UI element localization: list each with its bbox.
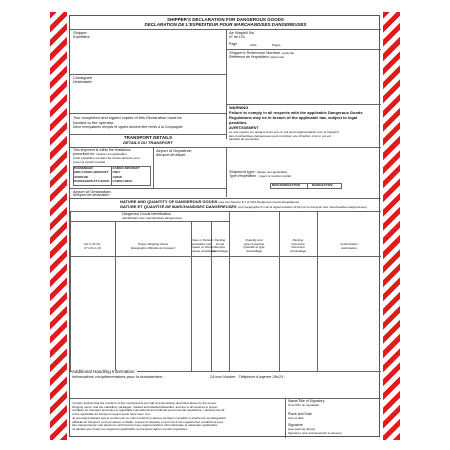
col-header-quantity-line-2: type of packing (243, 241, 265, 246)
signature-field[interactable] (325, 422, 378, 436)
shipper-ref-label-fr: Référence de l'expéditeur (229, 55, 269, 59)
handling-label: Additional Handling Information (72, 369, 135, 374)
col-header-quantity-line-4: d'emballage (245, 248, 263, 253)
col-header-packing-instruction-line-1: Packing (292, 238, 304, 242)
nature-title-fr-note: (voir paragraphe 8.1 de la réglementation IATA pour le transport des marchandises dangereuses) (237, 205, 367, 209)
warning-title-fr: AVERTISSEMENT (229, 126, 259, 130)
radioactive-option[interactable]: RADIOACTIVE (312, 183, 333, 187)
passenger-label-2: AND CARGO AIRCRAFT (74, 169, 109, 174)
divider (285, 398, 286, 438)
shipper-ref-fr-line (229, 56, 284, 60)
passenger-aircraft-option[interactable] (73, 166, 111, 186)
warning-title: WARNING (229, 105, 249, 110)
destination-label: Airport of Destination: (73, 189, 112, 194)
limits-fr-line-1: Cette expédition est dans les limites admises pour : (73, 156, 142, 160)
divider (307, 183, 308, 189)
col-header-class-line-3: Classe ou Division (191, 245, 216, 249)
dangerous-goods-entry-area[interactable] (71, 257, 380, 370)
departure-label-fr: Aéroport de départ : (156, 153, 188, 157)
limits-line-2: prescribed for: (73, 152, 96, 156)
ident-label: Dangerous Goods Identification (122, 212, 172, 216)
transport-title-fr: DÉTAILS DU TRANSPORT (123, 140, 173, 145)
signatory-name-label-fr: Nom/Titre du signataire (288, 403, 320, 407)
divider (226, 147, 227, 197)
consignee-label: Consignee (73, 75, 93, 80)
consignee-label-fr: Destinataire (73, 80, 92, 84)
place-date-label: Place and Date (288, 412, 312, 416)
col-header-shipping-name-line-2: Désignation officielle de transport (130, 245, 176, 250)
form-title-fr: DECLARATION DE L'EXPEDITEUR POUR MARCHANDISES DANGEREUSES (144, 22, 307, 27)
awb-number-field[interactable] (270, 31, 376, 40)
destination-label-fr: Aéroport de destination : (73, 193, 112, 197)
declaration-fr-line-2: officielle de transport, qu'il est classé, emballé, marqué et étiqueté, et qu'il est à tous égards bien conditionné pour (72, 419, 224, 424)
place-date-label-fr: Lieu et date (288, 416, 304, 420)
divider (153, 147, 154, 188)
departure-field[interactable] (156, 159, 224, 185)
nature-title: NATURE AND QUANTITY OF DANGEROUS GOODS (120, 199, 218, 204)
col-header-packing-instruction-line-4: d'emballage (289, 248, 307, 253)
divider (70, 113, 226, 114)
hazard-stripe-right (383, 12, 400, 440)
col-header-packing-instruction-line-2: Instruction (291, 241, 305, 246)
cargo-label-2: ONLY (112, 169, 121, 174)
col-header-authorization-line-2: Autorisation (341, 245, 357, 250)
non-radioactive-option[interactable]: NON-RADIOACTIVE (272, 183, 301, 187)
passenger-label-fr-2: PASSAGERS ET CARGO (74, 178, 110, 183)
shipper-label-fr: Expéditeur (73, 35, 90, 39)
warning-line-1: Failure to comply in all respects with the applicable Dangerous Goods (229, 110, 363, 115)
limits-line-1: This shipment is within the limitations (73, 148, 131, 152)
col-header-packing-group-line-1: Packing (214, 238, 226, 242)
warning-line-3: penalties. (229, 120, 248, 125)
passenger-label-fr: AVION DE (74, 175, 89, 179)
declaration-form-page (50, 12, 400, 440)
col-header-un-no-line-1: UN or ID No. (83, 242, 102, 246)
shipper-ref-label: Shipper's Reference Number (229, 50, 281, 55)
limits-fr-delete: (rayer la mention inutile) (73, 159, 106, 164)
shipper-label: Shipper (73, 30, 87, 35)
copies-fr: Deux exemplaires remplis et signés doivent être remis à la Compagnie. (73, 125, 184, 129)
col-header-packing-group-line-2: Group (215, 241, 225, 246)
page-label: Page (229, 42, 238, 46)
col-header-class-line-1: Class or Division (191, 238, 214, 242)
copies-line-1: Two completed and signed copies of this Declaration must be (73, 115, 182, 120)
divider (70, 211, 381, 212)
awb-label-fr: N° de LTA (229, 35, 245, 39)
transport-title: TRANSPORT DETAILS (123, 135, 173, 140)
consignee-field[interactable] (73, 87, 221, 111)
signature-note-fr: (voir avertissement ci-dessus) (301, 430, 342, 435)
hazard-stripe-left (50, 12, 67, 440)
place-date-field[interactable] (310, 413, 378, 420)
awb-label: Air Waybill No (229, 30, 254, 35)
declaration-line-1: I hereby declare that the contents of this consignment are fully and accurately described above by the proper (72, 401, 217, 405)
shipper-ref-field[interactable] (229, 62, 377, 74)
emergency-phone-label: 24-hour Number - Téléphone d'urgence 24h/24 : (210, 375, 285, 379)
cargo-aircraft-option[interactable] (111, 166, 151, 186)
col-header-class-line-2: (subsidiary risk) (191, 241, 213, 246)
divider (70, 198, 381, 199)
declaration-line-2: shipping name, and are classified, packaged, marked and labelled/placarded, and are in all respects in proper (72, 404, 218, 409)
divider (70, 398, 381, 399)
nature-title-note: (see sub-Section 8.1 of IATA Dangerous Goods Regulations) (218, 200, 299, 204)
declaration-line-3: condition for transport according to applicable international and national governmental regulations. I declare that all (72, 408, 225, 412)
warning-fr-line-3: passible de poursuites. (229, 137, 260, 141)
shipper-ref-optional: (optional) (281, 51, 295, 55)
of-label: of/de (250, 43, 257, 47)
destination-field[interactable] (120, 189, 224, 197)
copies-line-2: handed to the operator. (73, 120, 115, 125)
warning-fr-line-1: Le non-respect sur quelque point que ce soit de la réglementation pour le transport (229, 130, 339, 134)
shipper-ref-optional-fr: (optionnel) (269, 55, 284, 59)
warning-fr-line-2: des marchandises dangereuses peut constituer une infraction à la loi, qui est (229, 133, 331, 138)
cargo-label-fr-2: CARGO SEUL (112, 178, 133, 183)
col-header-quantity-line-3: Quantité et type (243, 245, 265, 249)
shipper-field[interactable] (73, 42, 221, 72)
shipment-type-label-fr: Type d'expédition : (229, 174, 259, 178)
shipment-type-delete: (delete non-applicable) (256, 170, 288, 174)
cargo-label: CARGO AIRCRAFT (112, 166, 140, 170)
col-header-class-line-4: (risque subsidiaire) (191, 248, 217, 253)
warning-line-2: Regulations may be in breach of the applicable law, subject to legal (229, 115, 358, 120)
pages-label: Pages (272, 43, 281, 47)
col-header-packing-group-line-4: d'emballage (211, 248, 229, 253)
form-title: SHIPPER'S DECLARATION FOR DANGEROUS GOODS (167, 17, 284, 22)
handling-label-fr: Informations complémentaires pour la manutention : (72, 374, 165, 379)
divider (226, 104, 381, 105)
divider (70, 74, 226, 75)
divider (226, 29, 227, 139)
signature-label: Signature (288, 423, 303, 427)
signature-note: (see warning above) (288, 427, 316, 431)
declaration-line-4: of the applicable air transport requirements have been met. (72, 411, 151, 416)
shipment-type-delete-fr: (rayer la mention inutile) (259, 174, 292, 178)
col-header-packing-instruction-line-3: Instruction (291, 245, 305, 249)
col-header-authorization-line-1: Authorization (340, 242, 358, 246)
divider (70, 221, 229, 222)
col-header-packing-group-line-3: Groupe (214, 245, 225, 249)
declaration-fr-line-1: Je soussigné déclare que le contenu de ce colis est décrit ci-dessus de façon complète et exacte par sa désignation (72, 416, 226, 420)
limits-delete: (delete non-applicable) (96, 152, 127, 156)
handling-info-field[interactable] (72, 381, 378, 396)
signature-label-fr: Signature (288, 430, 301, 435)
signatory-name-label: Name/Title of Signatory (288, 399, 325, 403)
passenger-label: PASSENGER (74, 166, 93, 170)
cargo-label-fr: AVION (112, 175, 122, 179)
col-header-un-no-line-2: N° UN ou ID (84, 245, 101, 250)
shipment-type-fr-row (229, 175, 291, 179)
nature-title-fr: NATURE ET QUANTITÉ DE MARCHANDISES DANGEREUSES (120, 204, 237, 209)
ident-label-fr: Identification des marchandises dangereuses (122, 216, 183, 220)
declaration-fr-line-4: Je déclare que toutes les exigences applicables au transport aérien ont été respectées. (72, 426, 188, 431)
departure-label: Airport of Departure: (156, 148, 193, 153)
shipment-type-label: Shipment type: (229, 169, 256, 174)
form-frame (69, 15, 380, 437)
col-header-shipping-name-line-1: Proper Shipping Name (137, 242, 169, 246)
declaration-fr-line-3: être transporté par voie aérienne conformément aux réglementations internationales et nationales applicables. (72, 423, 219, 427)
col-header-quantity-line-1: Quantity and (245, 238, 263, 242)
nature-title-fr-row (120, 205, 367, 209)
